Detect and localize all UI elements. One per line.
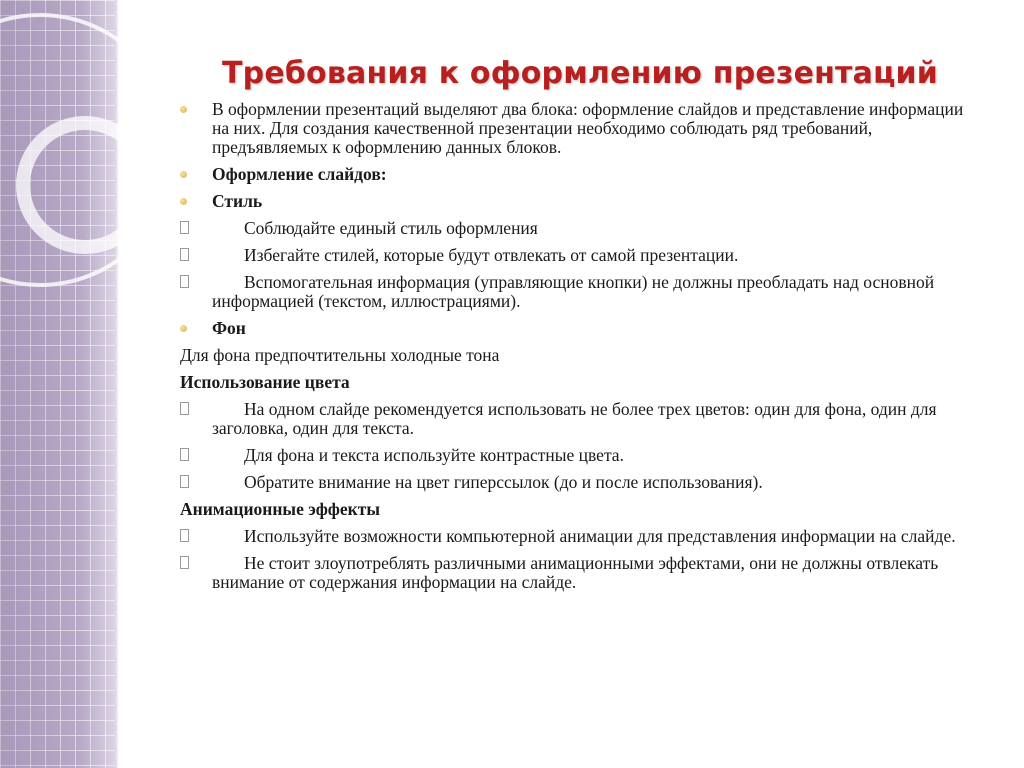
background-heading-row [180,319,970,338]
arc-small [23,123,147,247]
style-item-text: Вспомогательная информация (управляющие кнопки) не должны преобладать над основной информацией (текстом, иллюстрациями). [212,272,935,311]
style-item [180,246,970,265]
gold-dot-icon [180,106,187,113]
color-item-text: Для фона и текста используйте контрастные цвета. [244,445,624,465]
style-heading: Стиль [212,191,263,211]
style-item-text: Соблюдайте единый стиль оформления [244,218,538,238]
intro-text: В оформлении презентаций выделяют два блока: оформление слайдов и представление информации на них. Для создания качественной презентации необходимо соблюдать ряд требований, предъявляемых к оформлению данных блоков. [212,99,964,157]
intro-paragraph [180,100,970,157]
slide-content [180,100,970,600]
slide-title: Требования к оформлению презентаций [222,56,938,91]
background-text-row [180,346,970,365]
design-heading: Оформление слайдов: [212,164,387,184]
color-item [180,446,970,465]
style-item [180,219,970,238]
background-text: Для фона предпочтительны холодные тона [180,345,500,365]
style-item-text: Избегайте стилей, которые будут отвлекать от самой презентации. [244,245,739,265]
missing-glyph-box-icon [180,402,189,415]
color-item [180,473,970,492]
missing-glyph-box-icon [180,556,189,569]
animation-item [180,527,970,546]
color-heading-row [180,373,970,392]
color-item [180,400,970,438]
missing-glyph-box-icon [180,475,189,488]
missing-glyph-box-icon [180,248,189,261]
decorative-arcs [0,0,200,320]
animation-heading-row [180,500,970,519]
animation-item-text: Используйте возможности компьютерной анимации для представления информации на слайде. [244,526,956,546]
style-item [180,273,970,311]
color-heading: Использование цвета [180,372,350,392]
animation-heading: Анимационные эффекты [180,499,381,519]
missing-glyph-box-icon [180,529,189,542]
missing-glyph-box-icon [180,448,189,461]
gold-dot-icon [180,325,187,332]
style-heading-row [180,192,970,211]
missing-glyph-box-icon [180,275,189,288]
design-heading-row [180,165,970,184]
gold-dot-icon [180,171,187,178]
color-item-text: Обратите внимание на цвет гиперссылок (до и после использования). [244,472,763,492]
animation-item [180,554,970,592]
animation-item-text: Не стоит злоупотреблять различными анимационными эффектами, они не должны отвлекать внимание от содержания информации на слайде. [212,553,939,592]
color-item-text: На одном слайде рекомендуется использовать не более трех цветов: один для фона, один для заголовка, один для текста. [212,399,937,438]
gold-dot-icon [180,198,187,205]
background-heading: Фон [212,318,246,338]
missing-glyph-box-icon [180,221,189,234]
